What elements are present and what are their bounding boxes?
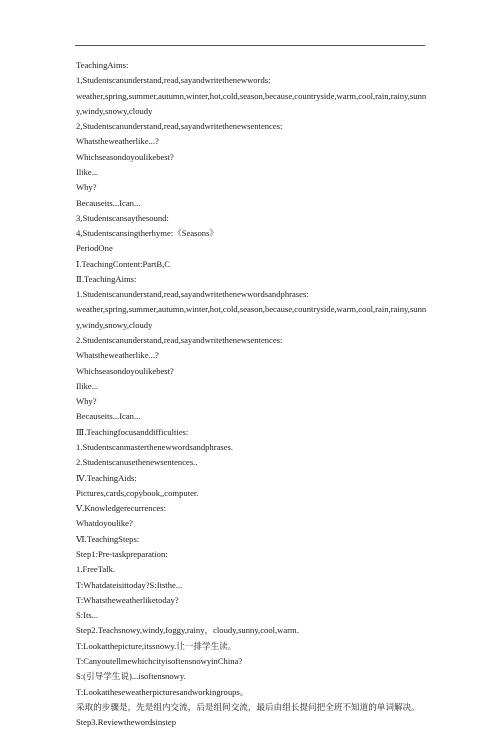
text-line: Ⅵ.TeachingSteps:	[76, 533, 140, 544]
text-line: Step3.Reviewthewordsinstep	[76, 717, 177, 728]
text-line: T:Whatdateisittoday?S:Itsthe...	[76, 579, 183, 590]
text-line: 2,Studentscanunderstand,read,sayandwritethenewsentences:	[76, 121, 283, 132]
header-rule	[75, 45, 425, 46]
text-line: 采取的步骤是，先是组内交流，后是组间交流，最后由组长提问把全班不知道的单词解决。	[76, 701, 420, 712]
text-line: Becauseits...Ican...	[76, 411, 141, 422]
text-line: 4,Studentscansingtherhyme:《Seasons》	[76, 228, 219, 239]
text-line: S:Its...	[76, 610, 99, 621]
text-line: T:Whatstheweatherliketoday?	[76, 594, 179, 605]
text-line: 2.Studentscanusethenewsentences..	[76, 457, 198, 468]
text-line: T:Lookattheseweatherpicturesandworkingroups。	[76, 686, 249, 697]
text-line: T:Lookatthepicture,itssnowy.让一排学生读。	[76, 640, 237, 651]
text-line: Whatstheweatherlike...?	[76, 350, 159, 361]
text-line: TeachingAims:	[76, 60, 129, 70]
text-line: 2.Studentscanunderstand,read,sayandwritethenewsentences:	[76, 335, 283, 346]
text-line: 1,Studentscanunderstand,read,sayandwritethenewwords:	[76, 75, 271, 86]
text-line: weather,spring,summer,autumn,winter,hot,cold,season,because,countryside,warm,cool,rain,rainy,sunny,windy,snowy,cloudy	[76, 304, 427, 330]
text-line: Why?	[76, 396, 97, 407]
text-line: Ⅲ.Teachingfocusanddifficulties:	[76, 426, 189, 437]
text-line: 1.Studentscanmasterthenewwordsandphrases.	[76, 442, 234, 452]
text-line: Ilike...	[76, 380, 99, 391]
text-line: Ⅴ.Knowledgerecurrences:	[76, 503, 166, 514]
text-line: PeriodOne	[76, 243, 113, 254]
text-line: Whatdoyoulike?	[76, 518, 133, 529]
text-line: Ⅰ.TeachingContent:PartB,C	[76, 258, 170, 269]
text-line: 1.Studentscanunderstand,read,sayandwritethenewwordsandphrases:	[76, 289, 309, 300]
text-line: Pictures,cards,copybook,,computer.	[76, 487, 199, 498]
text-line: Why?	[76, 182, 97, 193]
text-line: Whichseasondoyoulikebest?	[76, 365, 174, 376]
text-line: Ⅳ.TeachingAids:	[76, 472, 137, 483]
text-line: 1.FreeTalk.	[76, 564, 116, 575]
text-line: Ilike...	[76, 166, 99, 177]
document-body	[76, 58, 432, 730]
text-line: Ⅱ.TeachingAims:	[76, 273, 137, 284]
text-line: Becauseits...Ican...	[76, 197, 141, 208]
text-line: 3,Studentscansaythesound:	[76, 212, 169, 223]
text-line: Whichseasondoyoulikebest?	[76, 151, 174, 162]
text-line: weather,spring,summer,autumn,winter,hot,cold,season,because,countryside,warm,cool,rain,rainy,sunny,windy,snowy,cloudy	[76, 90, 427, 116]
text-line: T:CanyoutellmewhichcityisoftensnowyinChina?	[76, 655, 243, 666]
text-line: Step1:Pre-taskpreparation:	[76, 548, 168, 559]
text-line: Step2.Teachsnowy,windy,foggy,rainy，cloudy,sunny,cool,warm.	[76, 625, 299, 636]
text-line: S:(引导学生说)...isoftensnowy.	[76, 671, 186, 682]
text-line: Whatstheweatherlike...?	[76, 136, 159, 147]
